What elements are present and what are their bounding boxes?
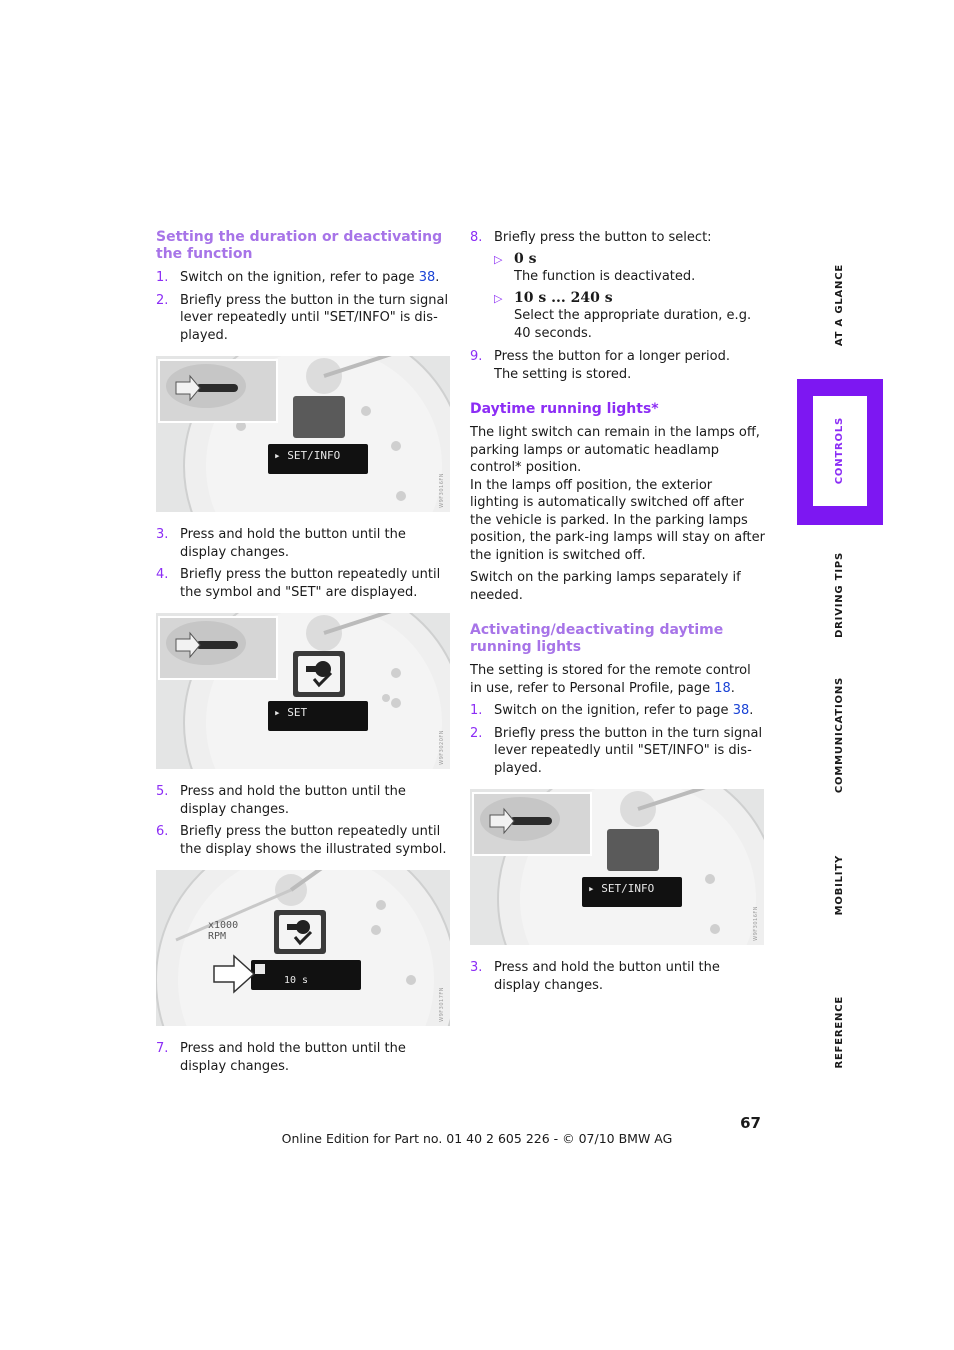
triangle-bullet-icon: ▷ bbox=[494, 252, 503, 266]
display-text: 10 s bbox=[284, 975, 309, 986]
section-tabs bbox=[797, 250, 883, 1080]
figure-code: W9F3016FN bbox=[752, 906, 759, 941]
figure-code: W9F3017FN bbox=[438, 987, 445, 1022]
list-item: 3. Press and hold the button until the display changes. bbox=[156, 527, 406, 560]
paragraph: Switch on the parking lamps separately if needed. bbox=[470, 570, 741, 603]
figure-set-info: ▸ SET/INFO W9F3016FN bbox=[156, 356, 450, 512]
figure-set: ▸ SET W9F3020FN bbox=[156, 613, 450, 769]
figure-duration bbox=[156, 870, 450, 1026]
steps-list-b bbox=[156, 526, 450, 601]
right-column bbox=[470, 229, 765, 999]
option-symbol: 0 s bbox=[514, 250, 537, 267]
list-item: 9. Press the button for a longer period. The setting is stored. bbox=[470, 349, 731, 382]
display-text: SET/INFO bbox=[601, 882, 655, 895]
list-item: 7. Press and hold the button until the display changes. bbox=[156, 1041, 406, 1074]
option-item bbox=[470, 251, 765, 286]
page-link[interactable]: 38 bbox=[732, 703, 750, 718]
list-item: 3. Press and hold the button until the display changes. bbox=[470, 960, 720, 993]
paragraph: The light switch can remain in the lamps off, parking lamps or automatic headlamp control* position. bbox=[470, 425, 760, 475]
tab-driving-tips[interactable]: DRIVING TIPS bbox=[834, 552, 846, 638]
list-item: 8. Briefly press the button to select: bbox=[470, 230, 712, 245]
paragraph: The setting is stored for the remote control in use, refer to Personal Profile, page 18. bbox=[470, 663, 751, 696]
page-link[interactable]: 38 bbox=[418, 270, 436, 285]
tab-mobility[interactable]: MOBILITY bbox=[834, 854, 846, 916]
figure-code: W9F3016FN bbox=[438, 473, 445, 508]
option-item bbox=[470, 290, 765, 343]
list-item: 2. Briefly press the button in the turn signal lever repeatedly until "SET/INFO" is dis-played. bbox=[470, 725, 763, 776]
steps-list-e bbox=[470, 229, 765, 247]
steps-list-d bbox=[156, 1040, 450, 1075]
list-item: 2. Briefly press the button in the turn signal lever repeatedly until "SET/INFO" is dis-played. bbox=[156, 292, 449, 343]
figure-code: W9F3020FN bbox=[438, 730, 445, 765]
steps-list-f bbox=[470, 348, 765, 383]
list-item: 4. Briefly press the button repeatedly until the symbol and "SET" are displayed. bbox=[156, 567, 441, 600]
page-link[interactable]: 18 bbox=[714, 680, 731, 696]
section-heading-duration: Setting the duration or deactivating the function bbox=[156, 229, 443, 262]
rpm-label: x1000 RPM bbox=[208, 920, 239, 942]
list-item: 6. Briefly press the button repeatedly until the display shows the illustrated symbol. bbox=[156, 824, 447, 857]
page-number: 67 bbox=[740, 1114, 761, 1132]
display-text: SET/INFO bbox=[287, 449, 341, 462]
option-desc: Select the appropriate duration, e.g. 40 seconds. bbox=[514, 308, 752, 341]
tab-reference[interactable]: REFERENCE bbox=[834, 996, 846, 1069]
figure-set-info-right: ▸ SET/INFO W9F3016FN bbox=[470, 789, 764, 945]
option-symbol: 10 s ... 240 s bbox=[514, 289, 613, 306]
option-desc: The function is deactivated. bbox=[514, 269, 696, 284]
list-item: 1. Switch on the ignition, refer to page 38. bbox=[156, 270, 440, 285]
list-item: 1. Switch on the ignition, refer to page 38. bbox=[470, 703, 754, 718]
steps-list-c bbox=[156, 783, 450, 858]
list-item: 5. Press and hold the button until the display changes. bbox=[156, 784, 406, 817]
left-column bbox=[156, 229, 450, 1080]
steps-list-a bbox=[156, 269, 450, 344]
tab-controls[interactable]: CONTROLS bbox=[797, 379, 883, 525]
steps-list-g bbox=[470, 702, 765, 777]
steps-list-h bbox=[470, 959, 765, 994]
display-text: SET bbox=[287, 706, 308, 719]
tab-at-a-glance[interactable]: AT A GLANCE bbox=[834, 263, 846, 347]
tab-communications[interactable]: COMMUNICATIONS bbox=[834, 676, 846, 794]
paragraph: In the lamps off position, the exterior lighting is automatically switched off after the vehicle is parked. In the parking lamps position, the park-ing lamps will stay on after the ignition is switched off. bbox=[470, 477, 765, 563]
section-heading-activating: Activating/deactivating daytime running lights bbox=[470, 622, 724, 655]
triangle-bullet-icon: ▷ bbox=[494, 291, 503, 305]
section-heading-drl: Daytime running lights* bbox=[470, 401, 659, 417]
footer: Online Edition for Part no. 01 40 2 605 226 - © 07/10 BMW AG bbox=[281, 1131, 673, 1146]
